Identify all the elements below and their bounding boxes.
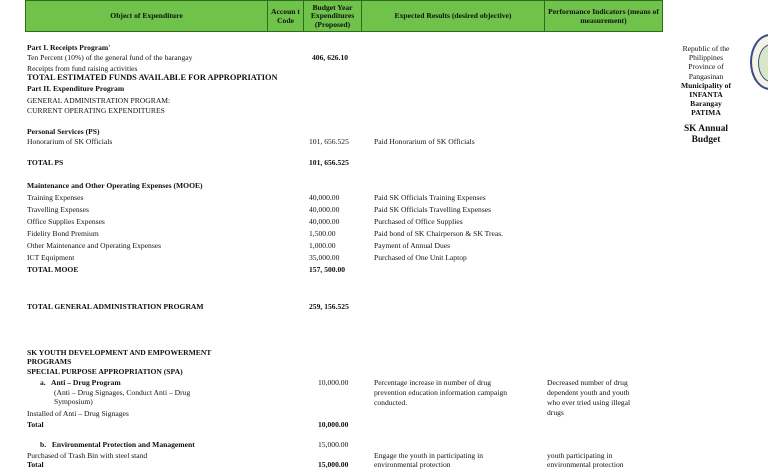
row-amount: 10,000.00 (318, 378, 349, 387)
row-label: Other Maintenance and Operating Expenses (27, 241, 162, 250)
row-result: Engage the youth in participating in (374, 451, 484, 460)
section-title: Personal Services (PS) (27, 127, 100, 136)
row-performance: Decreased number of drug (547, 378, 628, 387)
letterhead-line: Province of (688, 62, 724, 72)
row-label: Receipts from fund raising activities (27, 64, 138, 73)
row-result: Percentage increase in number of drug (374, 378, 492, 387)
row-result: Purchased of One Unit Laptop (374, 253, 467, 262)
row-performance: youth participating in (547, 451, 613, 460)
letterhead-line: Municipality of (681, 80, 731, 90)
row-label: Total (27, 460, 44, 469)
row-label: ICT Equipment (27, 253, 75, 262)
section-title: PROGRAMS (27, 357, 72, 366)
row-label: TOTAL PS (27, 158, 64, 167)
header-performance: Performance Indicators (means of measurement) (548, 7, 659, 25)
row-amount: 15,000.00 (318, 440, 349, 449)
seal-icon (750, 34, 768, 90)
row-result: Paid bond of SK Chairperson & SK Treas. (374, 229, 504, 238)
row-label: b. Environmental Protection and Management (40, 440, 195, 449)
row-result: conducted. (374, 398, 408, 407)
row-amount: 101, 656.525 (309, 158, 349, 167)
row-amount: 35,000.00 (309, 253, 340, 262)
row-amount: 15,000.00 (318, 460, 349, 469)
row-label: Travelling Expenses (27, 205, 89, 214)
row-performance: environmental protection (547, 460, 624, 469)
row-label: Symposium) (54, 397, 93, 406)
row-performance: drugs (547, 408, 564, 417)
row-amount: 157, 500.00 (309, 265, 346, 274)
row-amount: 1,000.00 (309, 241, 336, 250)
row-result: Paid SK Officials Travelling Expenses (374, 205, 492, 214)
row-amount: 40,000.00 (309, 205, 340, 214)
document-title: SK Annual Budget (683, 123, 729, 145)
letterhead-line: Republic of the (682, 44, 730, 53)
letterhead-line: INFANTA (689, 90, 723, 100)
header-object: Object of Expenditure (26, 1, 268, 32)
row-label: a. Anti – Drug Program (40, 378, 121, 387)
row-label: (Anti – Drug Signages, Conduct Anti – Drug (54, 388, 191, 397)
row-amount: 406, 626.10 (312, 53, 349, 62)
table-header (25, 0, 663, 32)
row-amount: 10,000.00 (318, 420, 349, 429)
row-label: Installed of Anti – Drug Signages (27, 409, 129, 418)
row-result: prevention education information campaign (374, 388, 508, 397)
letterhead (670, 44, 742, 146)
section-title: Maintenance and Other Operating Expenses (MOOE) (27, 181, 203, 190)
row-amount: 101, 656.525 (309, 137, 349, 146)
row-result: Payment of Annual Dues (374, 241, 451, 250)
letterhead-line: Philippines (688, 53, 724, 63)
section-title: SPECIAL PURPOSE APPROPRIATION (SPA) (27, 367, 183, 376)
row-amount: 40,000.00 (309, 193, 340, 202)
row-label: CURRENT OPERATING EXPENDITURES (27, 106, 165, 115)
row-performance: dependent youth and youth (547, 388, 630, 397)
row-performance: who ever tried using illegal (547, 398, 631, 407)
row-label: Total (27, 420, 44, 429)
row-label: Honorarium of SK Officials (27, 137, 113, 146)
row-label: Office Supplies Expenses (27, 217, 105, 226)
row-label: Fidelity Bond Premium (27, 229, 99, 238)
row-result: Paid Honorarium of SK Officials (374, 137, 475, 146)
row-label: Purchased of Trash Bin with steel stand (27, 451, 148, 460)
letterhead-line: PATIMA (691, 108, 721, 118)
letterhead-line: Pangasinan (688, 71, 724, 81)
row-amount: 1,500.00 (309, 229, 336, 238)
row-label: TOTAL GENERAL ADMINISTRATION PROGRAM (27, 302, 204, 311)
letterhead-line: Barangay (690, 99, 722, 109)
row-amount: 259, 156.525 (309, 302, 349, 311)
row-label: GENERAL ADMINISTRATION PROGRAM: (27, 96, 171, 105)
header-expected: Expected Results (desired objective) (362, 1, 545, 32)
row-label: TOTAL MOOE (27, 265, 79, 274)
row-label: Ten Percent (10%) of the general fund of the barangay (27, 53, 193, 62)
header-budget: Budget Year Expenditures (Proposed) (304, 1, 362, 32)
header-account-code: Accoun t Code (268, 1, 304, 32)
section-title: SK YOUTH DEVELOPMENT AND EMPOWERMENT (27, 348, 212, 357)
row-amount: 40,000.00 (309, 217, 340, 226)
part-2-title: Part II. Expenditure Program (27, 84, 125, 93)
row-result: Purchased of Office Supplies (374, 217, 463, 226)
row-result: Paid SK Officials Training Expenses (374, 193, 486, 202)
row-label: TOTAL ESTIMATED FUNDS AVAILABLE FOR APPROPRIATION (27, 73, 278, 82)
row-result: environmental protection (374, 460, 451, 469)
row-label: Training Expenses (27, 193, 84, 202)
part-1-title: Part I. Receipts Program' (27, 43, 111, 52)
